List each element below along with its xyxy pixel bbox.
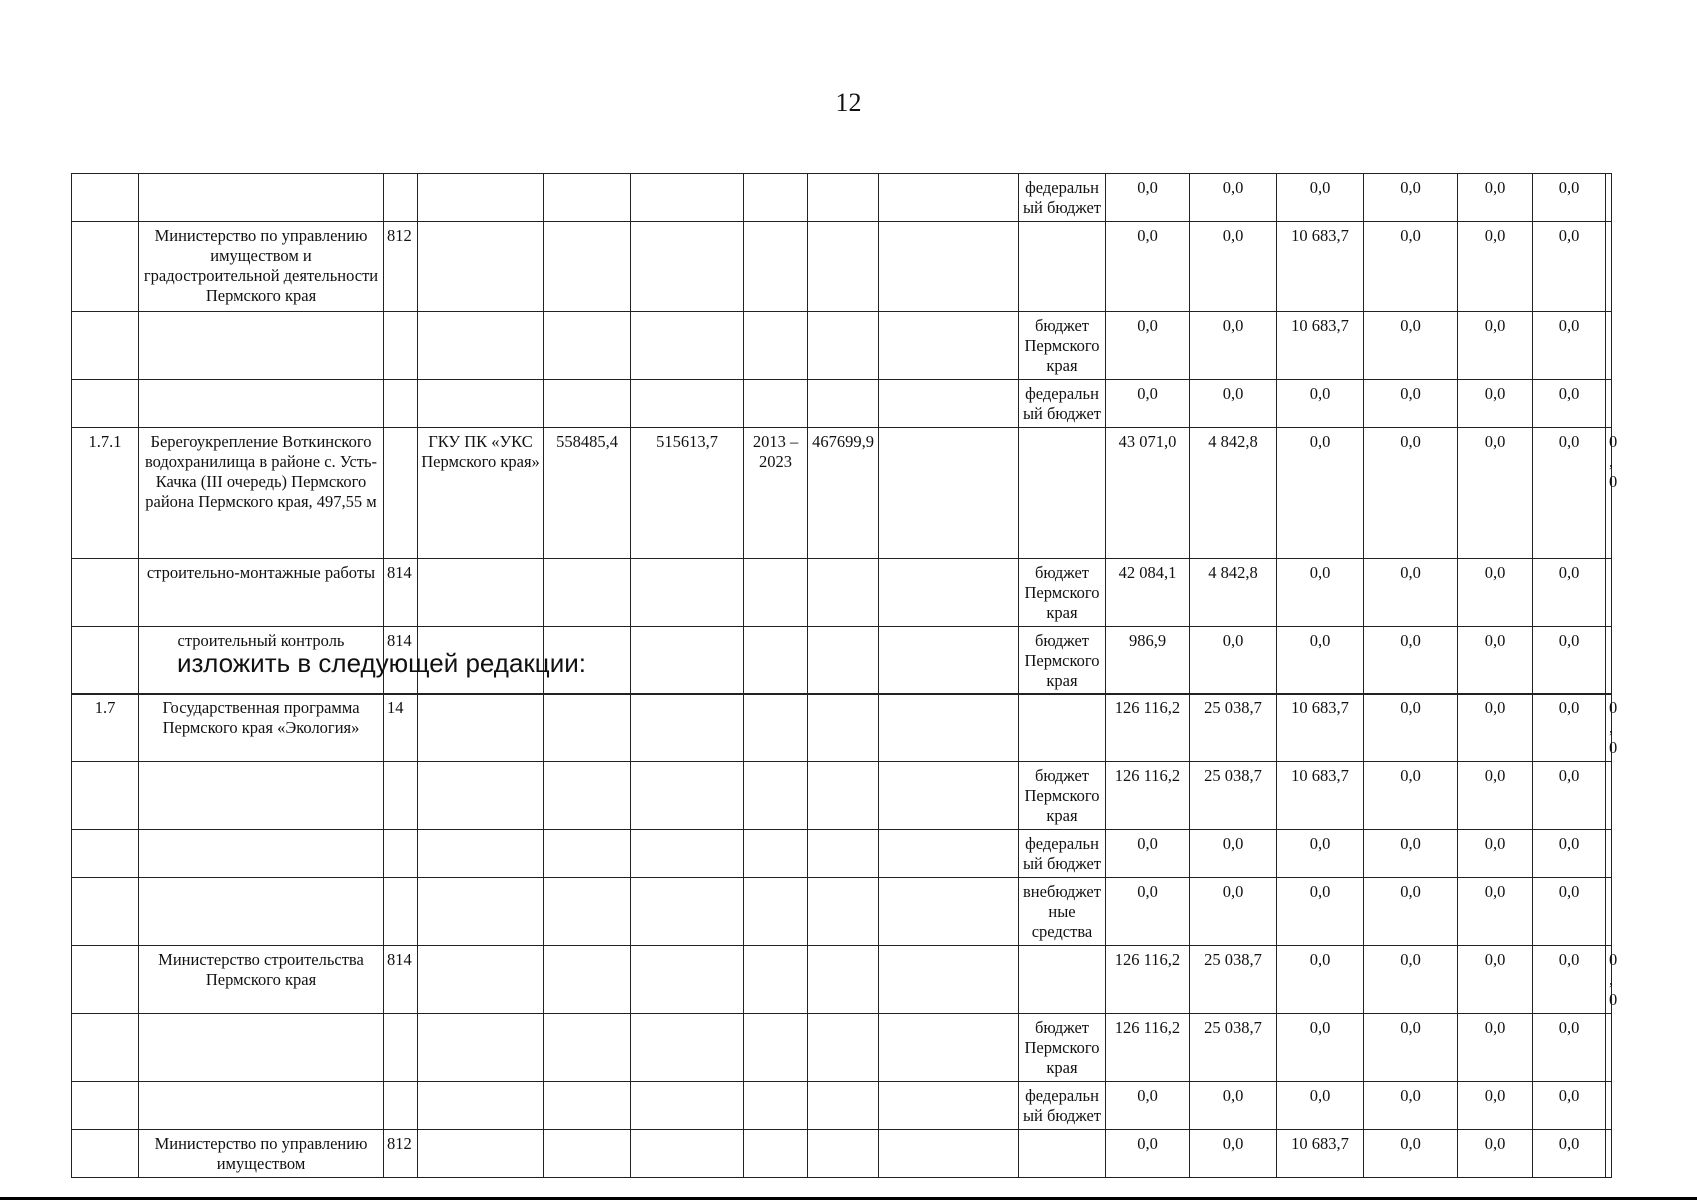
table-cell: 0,0: [1606, 428, 1612, 559]
table-cell: [808, 627, 879, 695]
table-cell: 14: [384, 694, 418, 762]
table-cell: 2013 – 2023: [744, 428, 808, 559]
table-cell: 43 071,0: [1106, 428, 1190, 559]
table-row: [72, 559, 1612, 627]
table-cell: 0,0: [1533, 312, 1606, 380]
table-cell: 0,0: [1106, 312, 1190, 380]
table-cell: [1606, 878, 1612, 946]
table-cell: [879, 1082, 1019, 1130]
table-cell: [879, 222, 1019, 312]
table-cell: 25 038,7: [1190, 762, 1277, 830]
table-cell: 0,0: [1533, 830, 1606, 878]
table-cell: 0,0: [1533, 946, 1606, 1014]
table-cell: [808, 878, 879, 946]
table-cell: [1606, 830, 1612, 878]
table-cell: 126 116,2: [1106, 762, 1190, 830]
table-row: [72, 222, 1612, 312]
table-cell: 0,0: [1190, 878, 1277, 946]
table-cell: [384, 428, 418, 559]
table-cell: 0,0: [1458, 878, 1533, 946]
table-cell: [808, 1130, 879, 1178]
table-cell: 0,0: [1277, 1082, 1364, 1130]
table-cell: [544, 559, 631, 627]
table-row: [72, 946, 1612, 1014]
table-cell: [808, 762, 879, 830]
table-cell: 4 842,8: [1190, 428, 1277, 559]
table-cell: [808, 559, 879, 627]
table-cell: [544, 946, 631, 1014]
table-cell: 4 842,8: [1190, 559, 1277, 627]
table-cell: 0,0: [1533, 428, 1606, 559]
table-cell: [631, 762, 744, 830]
table-cell: 812: [384, 1130, 418, 1178]
table-cell: 0,0: [1533, 627, 1606, 695]
table-cell: 0,0: [1364, 830, 1458, 878]
table-cell: [879, 878, 1019, 946]
table-cell: 1.7.1: [72, 428, 139, 559]
table-cell: Берегоукрепление Воткинского водохранилища в районе с. Усть-Качка (III очередь) Пермского района Пермского края, 497,55 м: [139, 428, 384, 559]
table-cell: [384, 1082, 418, 1130]
table-cell: 0,0: [1277, 830, 1364, 878]
table-cell: [544, 312, 631, 380]
table-cell: 0,0: [1533, 1014, 1606, 1082]
table-row: [72, 1014, 1612, 1082]
table-cell: 0,0: [1458, 1130, 1533, 1178]
table-cell: [1606, 380, 1612, 428]
table-cell: [418, 878, 544, 946]
table-cell: 10 683,7: [1277, 762, 1364, 830]
table-cell: федеральный бюджет: [1019, 1082, 1106, 1130]
table-cell: 126 116,2: [1106, 694, 1190, 762]
table-cell: [631, 1130, 744, 1178]
table-cell: [544, 1130, 631, 1178]
table-cell: 0,0: [1190, 1130, 1277, 1178]
table-cell: федеральный бюджет: [1019, 380, 1106, 428]
table-cell: [744, 627, 808, 695]
table-cell: бюджет Пермского края: [1019, 1014, 1106, 1082]
table-cell: 0,0: [1364, 312, 1458, 380]
table-cell: строительный контроль: [139, 627, 384, 695]
table-row: [72, 694, 1612, 762]
table-cell: [418, 1130, 544, 1178]
table-cell: 558485,4: [544, 428, 631, 559]
table-cell: [384, 1014, 418, 1082]
table-cell: [72, 946, 139, 1014]
table-cell: 0,0: [1364, 174, 1458, 222]
table-cell: [631, 1082, 744, 1130]
table-cell: [631, 627, 744, 695]
table-cell: [139, 174, 384, 222]
table-cell: 0,0: [1106, 380, 1190, 428]
table-cell: [139, 762, 384, 830]
table-cell: [384, 174, 418, 222]
table-cell: [544, 878, 631, 946]
table-cell: [418, 1082, 544, 1130]
table-cell: 0,0: [1364, 380, 1458, 428]
table-cell: [1606, 1082, 1612, 1130]
table-cell: 126 116,2: [1106, 946, 1190, 1014]
table-cell: [744, 762, 808, 830]
table-row: [72, 878, 1612, 946]
table-cell: [139, 878, 384, 946]
table-cell: [808, 222, 879, 312]
table-cell: 0,0: [1106, 222, 1190, 312]
table-cell: 10 683,7: [1277, 312, 1364, 380]
table-cell: [744, 312, 808, 380]
table-cell: [1606, 762, 1612, 830]
table-cell: 0,0: [1533, 380, 1606, 428]
table-cell: 0,0: [1458, 762, 1533, 830]
table-cell: [72, 1014, 139, 1082]
table-cell: [418, 946, 544, 1014]
table-cell: 126 116,2: [1106, 1014, 1190, 1082]
table-cell: [808, 312, 879, 380]
table-cell: внебюджетные средства: [1019, 878, 1106, 946]
table-cell: [631, 946, 744, 1014]
table-cell: [1019, 694, 1106, 762]
table-cell: [384, 312, 418, 380]
table-cell: 0,0: [1364, 946, 1458, 1014]
table-cell: 0,0: [1533, 222, 1606, 312]
table-cell: 0,0: [1364, 222, 1458, 312]
table-row: [72, 762, 1612, 830]
table-cell: [879, 946, 1019, 1014]
table-cell: [1019, 222, 1106, 312]
table-cell: 0,0: [1277, 174, 1364, 222]
table-cell: 0,0: [1533, 878, 1606, 946]
table-cell: 0,0: [1533, 1082, 1606, 1130]
table-cell: [744, 174, 808, 222]
table-cell: федеральный бюджет: [1019, 174, 1106, 222]
table-cell: [384, 380, 418, 428]
table-cell: [418, 694, 544, 762]
table-cell: [72, 174, 139, 222]
table-cell: 0,0: [1606, 946, 1612, 1014]
table-cell: [139, 1014, 384, 1082]
table-cell: [544, 762, 631, 830]
table-cell: [808, 174, 879, 222]
table-cell: [631, 380, 744, 428]
table-cell: 0,0: [1458, 830, 1533, 878]
table-row: [72, 380, 1612, 428]
table-cell: [544, 380, 631, 428]
table-cell: 0,0: [1277, 1014, 1364, 1082]
table-cell: [72, 878, 139, 946]
table-cell: [384, 762, 418, 830]
table-cell: 0,0: [1190, 627, 1277, 695]
table-cell: [418, 830, 544, 878]
table-cell: 0,0: [1190, 222, 1277, 312]
table-cell: [631, 174, 744, 222]
table-cell: 0,0: [1277, 380, 1364, 428]
table-cell: 0,0: [1364, 1082, 1458, 1130]
table-cell: 25 038,7: [1190, 1014, 1277, 1082]
table-cell: [879, 694, 1019, 762]
table-row: [72, 1130, 1612, 1178]
table-cell: 0,0: [1277, 428, 1364, 559]
table-cell: 0,0: [1458, 380, 1533, 428]
table-cell: [544, 694, 631, 762]
table-cell: 0,0: [1458, 428, 1533, 559]
table-cell: 0,0: [1190, 1082, 1277, 1130]
table-cell: 10 683,7: [1277, 694, 1364, 762]
table-cell: [744, 830, 808, 878]
table-cell: [72, 627, 139, 695]
table-cell: [631, 222, 744, 312]
table-cell: 0,0: [1364, 559, 1458, 627]
table-cell: [631, 559, 744, 627]
table-cell: бюджет Пермского края: [1019, 559, 1106, 627]
table-cell: [384, 830, 418, 878]
table-cell: 0,0: [1190, 830, 1277, 878]
table-cell: [418, 1014, 544, 1082]
table-cell: 0,0: [1277, 559, 1364, 627]
table-cell: 467699,9: [808, 428, 879, 559]
table-row: [72, 312, 1612, 380]
table-cell: [72, 312, 139, 380]
table-cell: [879, 380, 1019, 428]
table-cell: бюджет Пермского края: [1019, 762, 1106, 830]
table-cell: [1606, 627, 1612, 695]
table-cell: [1606, 222, 1612, 312]
table-cell: 0,0: [1277, 878, 1364, 946]
table-cell: [808, 946, 879, 1014]
table-cell: 0,0: [1606, 694, 1612, 762]
table-row: [72, 1082, 1612, 1130]
table-cell: [631, 878, 744, 946]
table-cell: [744, 1014, 808, 1082]
table-cell: [1019, 1130, 1106, 1178]
table-cell: 1.7: [72, 694, 139, 762]
table-cell: бюджет Пермского края: [1019, 627, 1106, 695]
table-cell: 0,0: [1458, 946, 1533, 1014]
table-cell: 0,0: [1277, 946, 1364, 1014]
table-cell: 0,0: [1458, 627, 1533, 695]
table-cell: 10 683,7: [1277, 1130, 1364, 1178]
table-cell: [631, 694, 744, 762]
instruction-text: изложить в следующей редакции:: [177, 648, 586, 678]
table-cell: 0,0: [1364, 1130, 1458, 1178]
table-cell: 0,0: [1277, 627, 1364, 695]
table-cell: [744, 946, 808, 1014]
table-cell: [72, 1130, 139, 1178]
table-cell: [744, 222, 808, 312]
table-cell: 0,0: [1190, 312, 1277, 380]
table-cell: 0,0: [1364, 878, 1458, 946]
table-cell: [72, 1082, 139, 1130]
table-cell: [139, 830, 384, 878]
table-cell: [544, 1082, 631, 1130]
table-cell: 515613,7: [631, 428, 744, 559]
table-cell: 0,0: [1458, 312, 1533, 380]
table-cell: 0,0: [1106, 1130, 1190, 1178]
table-cell: [1606, 174, 1612, 222]
table-cell: 814: [384, 559, 418, 627]
table-cell: 0,0: [1106, 174, 1190, 222]
table-cell: 25 038,7: [1190, 694, 1277, 762]
table-row: [72, 428, 1612, 559]
table-cell: [744, 559, 808, 627]
table-cell: федеральный бюджет: [1019, 830, 1106, 878]
program-table-old: [71, 173, 1618, 695]
table-cell: [72, 222, 139, 312]
table-cell: [808, 1082, 879, 1130]
table-cell: 814: [384, 627, 418, 695]
table-cell: [418, 312, 544, 380]
table-cell: 10 683,7: [1277, 222, 1364, 312]
table-cell: [1606, 1014, 1612, 1082]
table-cell: Министерство по управлению имуществом: [139, 1130, 384, 1178]
table-cell: [72, 380, 139, 428]
table-cell: 0,0: [1533, 559, 1606, 627]
table-cell: [879, 1014, 1019, 1082]
table-cell: [744, 878, 808, 946]
table-cell: [744, 1130, 808, 1178]
table-cell: [879, 174, 1019, 222]
table-cell: [139, 312, 384, 380]
table-cell: 0,0: [1364, 627, 1458, 695]
table-cell: [1019, 946, 1106, 1014]
table-cell: [418, 762, 544, 830]
table-cell: [808, 830, 879, 878]
table-cell: 0,0: [1190, 380, 1277, 428]
table-cell: строительно-монтажные работы: [139, 559, 384, 627]
table-cell: [418, 174, 544, 222]
table-cell: [544, 222, 631, 312]
table-cell: [139, 380, 384, 428]
table-cell: 25 038,7: [1190, 946, 1277, 1014]
table-cell: бюджет Пермского края: [1019, 312, 1106, 380]
table-cell: [1606, 1130, 1612, 1178]
table-cell: 0,0: [1533, 1130, 1606, 1178]
page-number: 12: [835, 88, 862, 117]
table-cell: 986,9: [1106, 627, 1190, 695]
table-cell: 0,0: [1364, 762, 1458, 830]
table-cell: [418, 222, 544, 312]
table-cell: [72, 762, 139, 830]
table-cell: [808, 380, 879, 428]
table-cell: 0,0: [1458, 174, 1533, 222]
table-cell: [1606, 559, 1612, 627]
table-cell: 0,0: [1458, 694, 1533, 762]
table-cell: [139, 1082, 384, 1130]
table-cell: 812: [384, 222, 418, 312]
table-cell: [544, 174, 631, 222]
table-cell: 42 084,1: [1106, 559, 1190, 627]
table-cell: [544, 830, 631, 878]
table-cell: 814: [384, 946, 418, 1014]
table-cell: [879, 428, 1019, 559]
table-cell: [631, 312, 744, 380]
table-cell: 0,0: [1458, 559, 1533, 627]
table-cell: [384, 878, 418, 946]
table-cell: [544, 1014, 631, 1082]
table-cell: Министерство по управлению имуществом и градостроительной деятельности Пермского края: [139, 222, 384, 312]
table-cell: 0,0: [1458, 222, 1533, 312]
table-cell: [72, 559, 139, 627]
table-cell: ГКУ ПК «УКС Пермского края»: [418, 428, 544, 559]
table-cell: [879, 830, 1019, 878]
table-cell: 0,0: [1106, 1082, 1190, 1130]
table-cell: 0,0: [1533, 174, 1606, 222]
table-cell: [1019, 428, 1106, 559]
table-cell: 0,0: [1533, 762, 1606, 830]
table-cell: [808, 694, 879, 762]
table-cell: [879, 762, 1019, 830]
table-cell: [744, 380, 808, 428]
table-cell: Министерство строительства Пермского края: [139, 946, 384, 1014]
table-cell: [418, 380, 544, 428]
table-cell: 0,0: [1106, 878, 1190, 946]
table-cell: 0,0: [1364, 694, 1458, 762]
table-cell: 0,0: [1533, 694, 1606, 762]
table-cell: [631, 830, 744, 878]
table-cell: [808, 1014, 879, 1082]
table-cell: [418, 559, 544, 627]
table-row: [72, 830, 1612, 878]
table-cell: [879, 559, 1019, 627]
table-cell: 0,0: [1458, 1014, 1533, 1082]
table-cell: 0,0: [1364, 1014, 1458, 1082]
table-cell: [1606, 312, 1612, 380]
table-row: [72, 174, 1612, 222]
table-cell: 0,0: [1190, 174, 1277, 222]
table-cell: 0,0: [1458, 1082, 1533, 1130]
table-cell: [744, 694, 808, 762]
table-cell: [879, 312, 1019, 380]
table-cell: 0,0: [1106, 830, 1190, 878]
table-cell: 0,0: [1364, 428, 1458, 559]
table-cell: [72, 830, 139, 878]
table-cell: [744, 1082, 808, 1130]
table-cell: [879, 1130, 1019, 1178]
table-cell: Государственная программа Пермского края «Экология»: [139, 694, 384, 762]
program-table-new: [71, 693, 1618, 1178]
table-cell: [879, 627, 1019, 695]
table-cell: [631, 1014, 744, 1082]
